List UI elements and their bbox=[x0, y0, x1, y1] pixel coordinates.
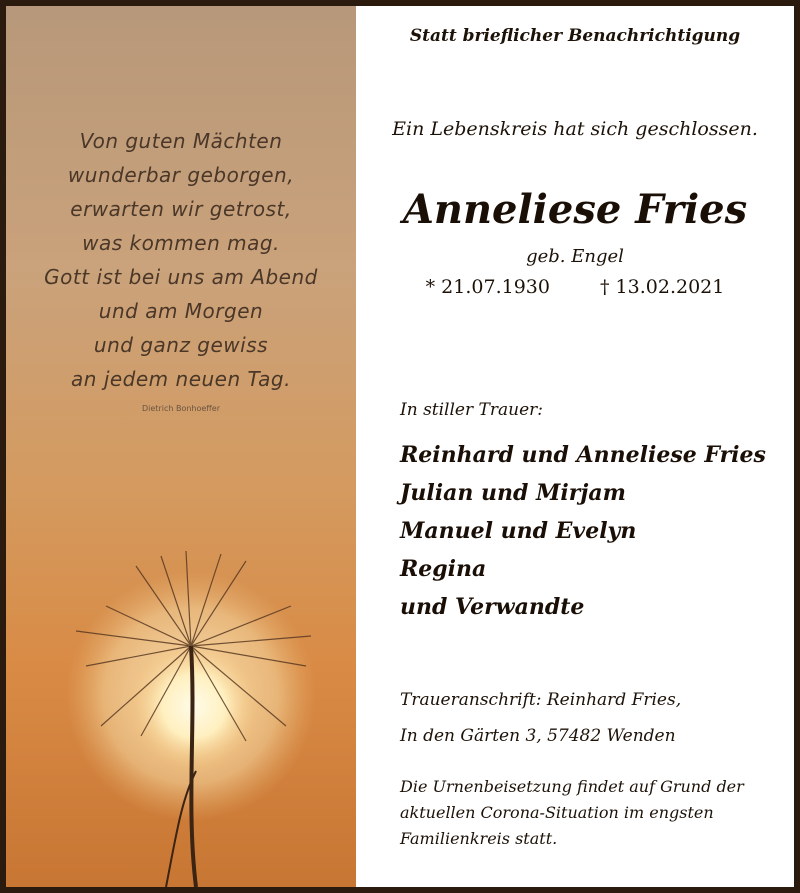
mourner-name: Julian und Mirjam bbox=[400, 480, 626, 506]
poem-author: Dietrich Bonhoeffer bbox=[141, 404, 221, 413]
poem-line: und ganz gewiss bbox=[93, 333, 269, 357]
burial-notice-line: Familienkreis statt. bbox=[400, 829, 558, 848]
address-line: In den Gärten 3, 57482 Wenden bbox=[400, 726, 676, 746]
poem-line: und am Morgen bbox=[98, 299, 264, 323]
address-line: Traueranschrift: Reinhard Fries, bbox=[400, 690, 682, 710]
poem-line: an jedem neuen Tag. bbox=[71, 367, 291, 391]
poem-line: wunderbar geborgen, bbox=[67, 163, 295, 187]
deceased-name: Anneliese Fries bbox=[402, 186, 748, 233]
birth-date: * 21.07.1930 bbox=[425, 276, 550, 298]
photo-panel bbox=[6, 6, 356, 887]
mourner-name: Reinhard und Anneliese Fries bbox=[400, 442, 766, 468]
poem-line: Von guten Mächten bbox=[79, 129, 283, 153]
burial-notice-line: aktuellen Corona-Situation im engsten bbox=[400, 803, 714, 822]
burial-notice-line: Die Urnenbeisetzung findet auf Grund der bbox=[400, 777, 744, 796]
mourners-list bbox=[400, 436, 766, 626]
grief-label: In stiller Trauer: bbox=[400, 400, 543, 420]
poem-line: erwarten wir getrost, bbox=[70, 197, 292, 221]
intro-text: Ein Lebenskreis hat sich geschlossen. bbox=[392, 118, 758, 140]
death-date: † 13.02.2021 bbox=[600, 276, 725, 298]
notice-panel bbox=[356, 6, 794, 887]
poem bbox=[6, 124, 356, 396]
mourner-name: Regina bbox=[400, 556, 487, 582]
burial-notice bbox=[400, 774, 780, 852]
dandelion-sunset-image bbox=[46, 526, 336, 887]
notice-header: Statt brieflicher Benachrichtigung bbox=[409, 26, 741, 46]
maiden-name: geb. Engel bbox=[526, 246, 624, 267]
mourning-address bbox=[400, 682, 681, 754]
mourner-name: Manuel und Evelyn bbox=[400, 518, 637, 544]
poem-line: Gott ist bei uns am Abend bbox=[44, 265, 318, 289]
life-dates bbox=[356, 276, 794, 298]
poem-line: was kommen mag. bbox=[82, 231, 280, 255]
mourner-name: und Verwandte bbox=[400, 594, 585, 620]
